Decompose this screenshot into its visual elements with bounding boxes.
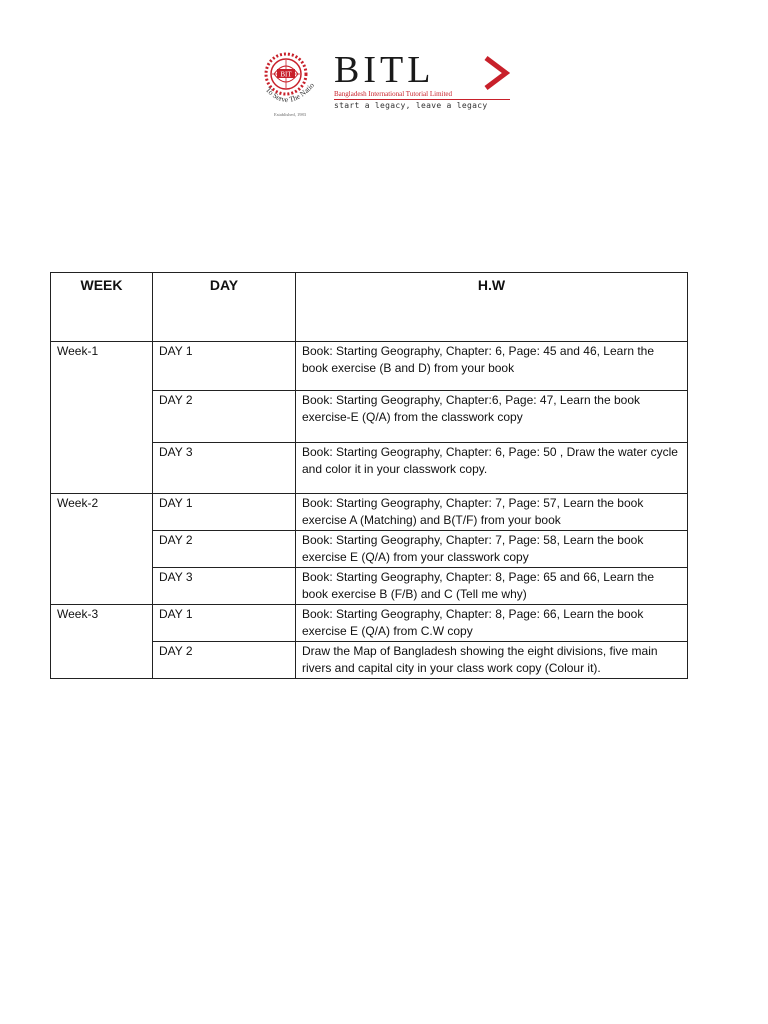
hw-cell: Book: Starting Geography, Chapter: 8, Page: 65 and 66, Learn the book exercise B (F/B) and C (Tell me why) — [296, 568, 688, 605]
hw-cell: Draw the Map of Bangladesh showing the eight divisions, five main rivers and capital city in your class work copy (Colour it). — [296, 642, 688, 679]
emblem-established: Established, 1983 — [274, 112, 306, 117]
day-cell: DAY 1 — [153, 342, 296, 391]
chevron-right-icon — [482, 56, 510, 90]
header-hw: H.W — [296, 273, 688, 342]
day-cell: DAY 2 — [153, 531, 296, 568]
emblem-badge-text: BIT — [280, 70, 292, 79]
hw-cell: Book: Starting Geography, Chapter: 6, Page: 45 and 46, Learn the book exercise (B and D) from your book — [296, 342, 688, 391]
table-header-row — [51, 273, 688, 342]
emblem-motto: To Serve The Natio — [263, 80, 317, 105]
header-logo-block — [256, 48, 518, 118]
week-label: Week-1 — [51, 342, 153, 494]
hw-cell: Book: Starting Geography, Chapter: 8, Page: 66, Learn the book exercise E (Q/A) from C.W copy — [296, 605, 688, 642]
homework-table — [50, 272, 688, 679]
table-row — [51, 342, 688, 391]
day-cell: DAY 1 — [153, 605, 296, 642]
header-week: WEEK — [51, 273, 153, 342]
day-cell: DAY 2 — [153, 642, 296, 679]
brand-tagline: start a legacy, leave a legacy — [334, 101, 488, 110]
hw-cell: Book: Starting Geography, Chapter:6, Page: 47, Learn the book exercise-E (Q/A) from the classwork copy — [296, 391, 688, 443]
bit-emblem-icon — [256, 50, 326, 118]
hw-cell: Book: Starting Geography, Chapter: 7, Page: 57, Learn the book exercise A (Matching) and B(T/F) from your book — [296, 494, 688, 531]
brand-subtitle: Bangladesh International Tutorial Limited — [334, 90, 453, 98]
table-row — [51, 494, 688, 531]
day-cell: DAY 3 — [153, 568, 296, 605]
table-row — [51, 605, 688, 642]
week-label: Week-3 — [51, 605, 153, 679]
day-cell: DAY 1 — [153, 494, 296, 531]
header-day: DAY — [153, 273, 296, 342]
brand-wordmark: BITL — [334, 49, 435, 91]
brand-block — [334, 48, 518, 118]
brand-divider — [334, 99, 510, 100]
hw-cell: Book: Starting Geography, Chapter: 7, Page: 58, Learn the book exercise E (Q/A) from your classwork copy — [296, 531, 688, 568]
day-cell: DAY 2 — [153, 391, 296, 443]
week-label: Week-2 — [51, 494, 153, 605]
day-cell: DAY 3 — [153, 443, 296, 494]
hw-cell: Book: Starting Geography, Chapter: 6, Page: 50 , Draw the water cycle and color it in your classwork copy. — [296, 443, 688, 494]
